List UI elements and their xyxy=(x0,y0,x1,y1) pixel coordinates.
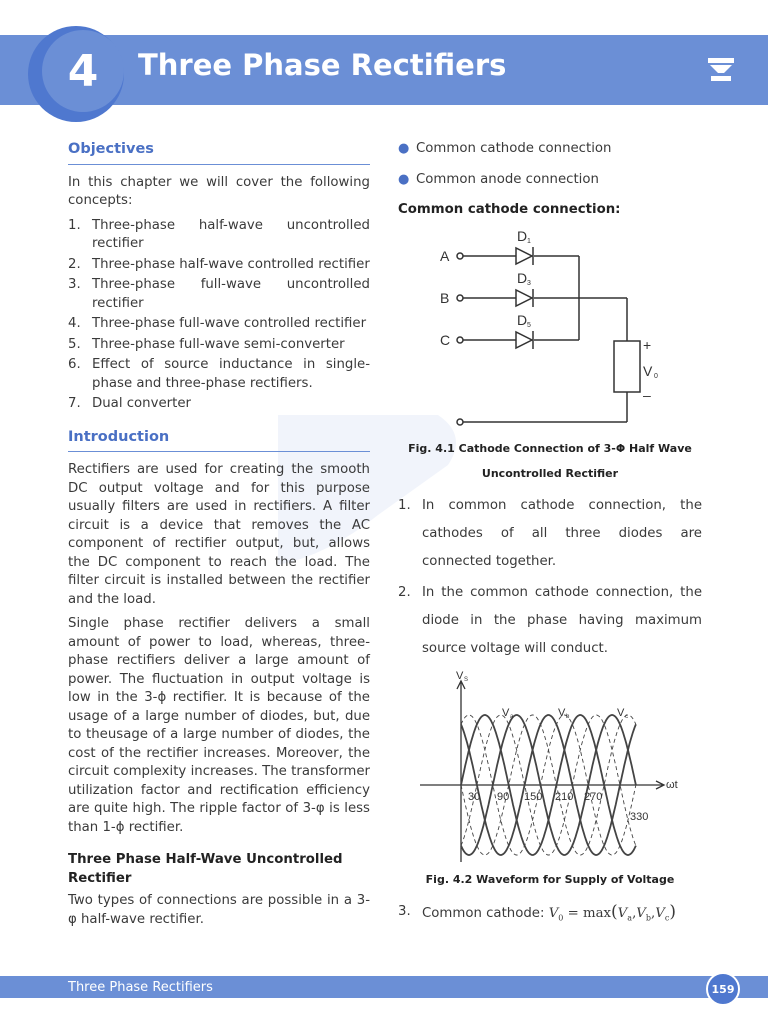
list-item: 1. Three-phase half-wave uncontrolled rectifier xyxy=(68,217,370,251)
cathode-points-list xyxy=(398,492,702,663)
right-column xyxy=(398,140,702,932)
label-d1: D xyxy=(517,227,528,244)
sub-d3: 3 xyxy=(527,279,531,287)
chapter-number: 4 xyxy=(42,30,124,112)
objectives-heading: Objectives xyxy=(68,140,370,165)
left-column xyxy=(68,140,370,935)
tick-30: 30 xyxy=(468,790,481,803)
terminal-return xyxy=(457,419,463,425)
sub-load: 0 xyxy=(654,372,658,380)
tick-150: 150 xyxy=(524,790,543,803)
tick-270: 270 xyxy=(584,790,603,803)
footer-title: Three Phase Rectifiers xyxy=(68,980,213,995)
introduction-heading: Introduction xyxy=(68,428,370,453)
diode-d1 xyxy=(516,247,533,265)
page-number: 159 xyxy=(706,972,740,1006)
figure-caption-2: Fig. 4.2 Waveform for Supply of Voltage xyxy=(425,872,675,886)
sub-d5: 5 xyxy=(527,321,531,329)
terminal-c xyxy=(457,337,463,343)
diode-d5 xyxy=(516,331,533,349)
objectives-intro: In this chapter we will cover the following concepts: xyxy=(68,174,370,208)
phase-sub-b: b xyxy=(566,713,570,720)
list-item: ● Common cathode connection xyxy=(398,140,702,159)
list-item: 1. In common cathode connection, the cathodes of all three diodes are connected together. xyxy=(398,497,702,569)
list-item: 3. Three-phase full-wave uncontrolled rectifier xyxy=(68,277,370,311)
intro-paragraph-1: Rectifiers are used for creating the smooth DC output voltage and for this purpose usually filters are used in rectifiers. A filter circuit is a device that removes the AC component of rectifier output, but, allows the DC component to reach the load. The filter circuit is installed between the rectifier and the load. xyxy=(68,462,370,607)
half-wave-heading: Three Phase Half-Wave Uncontrolled Rectifier xyxy=(68,852,343,886)
cathode-circuit-diagram xyxy=(398,226,702,436)
tick-210: 210 xyxy=(555,790,574,803)
y-axis-sub: S xyxy=(464,676,469,683)
trophy-icon xyxy=(706,56,736,82)
cathode-formula-list xyxy=(398,898,702,933)
list-item: 3. Common cathode: $V_0 = \max(V_a,V_b,V_c)$ xyxy=(398,901,676,923)
list-item: 2. In the common cathode connection, the diode in the phase having maximum source voltage will conduct. xyxy=(398,584,702,656)
terminal-b xyxy=(457,295,463,301)
voltage-waveform-chart xyxy=(398,667,702,867)
label-c: C xyxy=(440,331,451,348)
x-axis-label: ωt xyxy=(666,778,678,791)
list-item: 2. Three-phase half-wave controlled rectifier xyxy=(68,256,370,272)
terminal-a xyxy=(457,253,463,259)
bullet-icon: ● xyxy=(398,141,410,156)
label-d3: D xyxy=(517,269,528,286)
phase-sub-a: a xyxy=(510,713,514,720)
label-b: B xyxy=(440,289,450,306)
phase-label-c: V xyxy=(617,706,625,719)
load-label: V xyxy=(643,362,653,379)
list-item: 5. Three-phase full-wave semi-converter xyxy=(68,336,345,352)
minus-sign: – xyxy=(643,386,651,403)
label-d5: D xyxy=(517,311,528,328)
connection-types-list xyxy=(398,140,702,189)
bullet-icon: ● xyxy=(398,171,410,187)
list-item: ● Common anode connection xyxy=(398,171,702,190)
objectives-list xyxy=(68,217,370,414)
output-voltage-formula: $V_0 = \max(V_a,V_b,V_c)$ xyxy=(548,901,676,923)
plus-sign: + xyxy=(643,336,652,353)
half-wave-text: Two types of connections are possible in a 3-φ half-wave rectifier. xyxy=(68,893,370,927)
figure-caption-1: Fig. 4.1 Cathode Connection of 3-Φ Half Wave Uncontrolled Rectifier xyxy=(408,441,692,480)
list-item: 7. Dual converter xyxy=(68,396,191,411)
y-axis-label: V xyxy=(456,669,464,682)
phase-label-a: V xyxy=(502,706,510,719)
intro-paragraph-2: Single phase rectifier delivers a small amount of power to load, whereas, three-phase rectifiers deliver a large amount of power. The fluctuation in output voltage is low in the 3-ϕ rectifier. It is because of the usage of a large number of diodes, but, due to theusage of a large number of diodes, the cost of the rectifier increases. Moreover, the circuit complexity increases. The transformer utilization factor and rectification efficiency are quite high. The ripple factor of 3-φ is less than 1-ϕ rectifier. xyxy=(68,616,370,835)
load-resistor xyxy=(614,341,640,392)
list-item: 6. Effect of source inductance in single-phase and three-phase rectifiers. xyxy=(68,357,370,391)
tick-90: 90 xyxy=(497,790,510,803)
list-item: 4. Three-phase full-wave controlled rectifier xyxy=(68,316,367,331)
phase-label-b: V xyxy=(558,706,566,719)
phase-sub-c: c xyxy=(625,713,628,720)
common-cathode-heading: Common cathode connection: xyxy=(398,202,621,217)
sub-d1: 1 xyxy=(527,237,531,245)
label-a: A xyxy=(440,247,450,264)
chapter-title: Three Phase Rectifiers xyxy=(138,48,507,82)
tick-330: 330 xyxy=(630,810,649,823)
diode-d3 xyxy=(516,289,533,307)
